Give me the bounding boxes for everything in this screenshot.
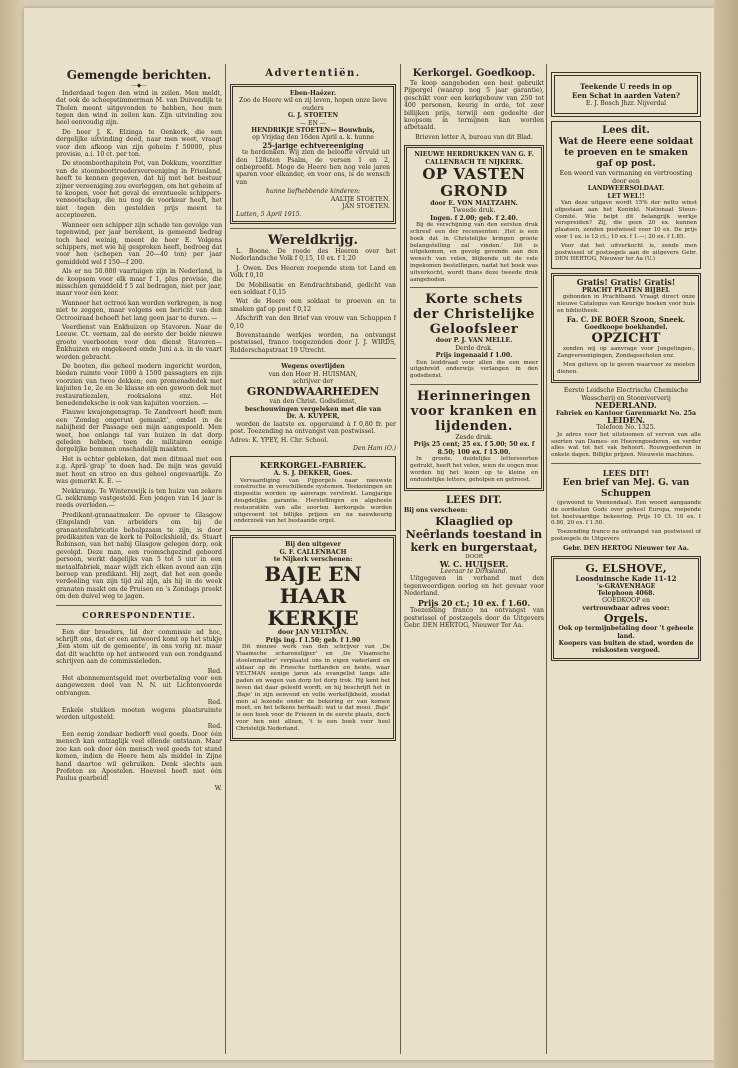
ad-text: Je adres voor het uitstoomen of verven van alle soorten van Dames- en Heerengoederen, en verder alles wat tot het vak behoort. Rouwgoederen in enkele dagen. Billijke prijzen. Nieuwste machines. (551, 431, 701, 459)
news-paragraph: Flauwe kwajongensgrap. Te Zandvoort heeft men een ‘Zondag ongerust gemaakt’, omdat in de nabijheid der Passage een mijn aangespoeld. Men weet, hoe onlangs tal van huizen in dat dorp geleden hebben, toen de militairen eenige dergelijke bommen onschadelijk maakten. (56, 409, 222, 454)
divider (410, 384, 538, 385)
ad-text: door JAN VELTMAN. (277, 629, 349, 637)
news-paragraph: Wanneer het octrooi kan worden verkregen, is nog niet te zeggen, maar volgens een bericht van den Octrooiraad behoeft het lang geen jaar te duren. — (56, 299, 222, 322)
ad-name: AALTJE STOETEN. (330, 195, 390, 203)
ad-text: schrijver der (292, 378, 334, 385)
book-title: Herinneringen voor kranken en lijdenden. (410, 389, 538, 435)
divider (230, 228, 396, 229)
correspondence-title: CORRESPONDENTIE. (82, 609, 196, 620)
ad-price: Ingen. f 2.00; geb. f 2.40. (430, 214, 518, 222)
ad-text: Ook op termijnbetaling door ’t geheele land. (558, 625, 694, 640)
ad-name: G. ELSHOVE, (585, 562, 667, 576)
book-title: Wat de Heere eene soldaat te proeven en te smaken gaf op post. (558, 137, 694, 170)
ad-text: Lutten, 5 April 1915. (236, 210, 302, 218)
ad-text: Een woord van vermaning en vertroosting door een (559, 170, 693, 185)
ad-heading: NEDERLAND. (595, 400, 657, 411)
ad-heading: LEIDEN. (606, 415, 646, 426)
ad-text: PRACHT PLATEN BIJBEL (581, 286, 671, 294)
ad-price: Prijs ing. f 1.50; geb. f 1.90 (265, 636, 361, 644)
divider (551, 463, 701, 464)
ad-text: Den Ham (O.) (353, 444, 396, 452)
column-advertisements (230, 68, 396, 1053)
ad-text: Een leiddraad voor allen die een meer uitgebreid onderwijs verlangen in den godsdienst. (410, 359, 538, 380)
ad-text: Dit nieuwe werk van den schrijver van ‚De Vlaamsche scharenslijper’ en ‚De Vlaamsche stoelenmatter’ verplaatst ons in eigen vaderland en aldaar op de Friesche turflanden en heide, waar VELTMAN eenige jaren als evangelist langs alle paden en wegen van dorp tot dorp trok. Hij kent het leven dat daar geleefd wordt, en hij beschrijft het in ‚Baje’ in zijn eenvoud en volle werkelijkheid, zoodat men al lezende onder de bekoring er van komen moet, en het telkens herhaalt: wat is dat mooi. ‚Baje’ is een boek voor de Friezen in de eerste plaats, doch voor hen niet alleen, ’t is een boek voor heel Christelijk Nederland. (236, 644, 390, 732)
page-shadow-left (0, 0, 24, 1068)
ad-text: Koopers van buiten de stad, worden de reiskosten vergoed. (558, 640, 694, 655)
ad-item: De Mobilisatie en Eendrachtsband, gedicht van een soldaat f 0,15 (230, 281, 396, 296)
correspondence-item: Het abonnementsgeld met overbetaling voor een aangewezen doel van N. N. uit Lichtenvoorde ontvangen. (56, 675, 222, 697)
news-paragraph: Veerdienst van Enkhuizen op Stavoren. Naar de Leeuw. Ct. vernam, zal de eerste der beide nieuwe groote veerbooten voor den dienst Stavoren—Enkhuizen en omgekeerd einde Juni a.s. in de vaart worden gebracht. (56, 323, 222, 361)
ad-text: Van deze uitgave wordt 15% der netto winst afgestaan aan het Koninkl. Nationaal Steun-Comité. Wie helpt dit belangrijk werkje verspreiden? Zij, die geen 20 ex. kunnen plaatsen, zenden postwissel voor 10 ex. De prijs voor 1 ex. is 12 ct.; 10 ex. f 1.—; 20 ex. f 1.85. (555, 200, 697, 241)
ad-text: GOEDKOOP en (602, 597, 650, 605)
section-title: Advertentiën. (265, 68, 361, 79)
ad-text: — EN — (299, 119, 327, 127)
ad-heading: Kerkorgel. Goedkoop. (412, 68, 536, 79)
newspaper-page (24, 8, 714, 1060)
news-paragraph: Wanneer een schipper zijn schade ten gevolge van tegenwind, per jaar berekent, is gemeend bedrag toch heel weinig, meent de heer E. Volgens schippers, met wie hij gesproken heeft, bedroeg dat voor hen (schepen van 20—40 ton) per jaar gemiddeld wel f 150—f 200. (56, 221, 222, 266)
column-rule (400, 64, 401, 1054)
news-paragraph: De heer J. K. Elzinga te Oenkerk, die een dergelijke uitvinding deed, naar men weet, vraagt voor den afkoop van zijn geheim f 50000, plus provisie, a.i. 10 ct. per ton. (56, 128, 222, 159)
ad-heading: LEES DIT. (446, 495, 502, 507)
ad-item: Bovenstaande werkjes worden, na ontvangst postwissel, franco toegezonden door J. J. WIRDS, Ridderschapstraat 19 Utrecht. (230, 331, 396, 354)
ad-text: Goedkoope boekhandel. (584, 323, 668, 331)
ad-text: E. J. Bosch Jhzr. Nijverdal (585, 100, 667, 107)
ad-text: Tweede druk. (452, 207, 496, 215)
ad-text: Dr. A. KUYPER, (286, 413, 340, 421)
divider (230, 358, 396, 359)
ad-text: Derde druk. (455, 344, 493, 352)
ad-text: beschouwingen vergeleken met die van (244, 405, 382, 413)
ad-heading: LEES DIT! (602, 468, 650, 479)
ad-text: Vervaardiging van Pijporgels naar nieuwste constructie in verschillende systemen. Teekeningen en dispositie worden op aanvrage verstrekt. Langjarige deugdelijke garantie. Herstellingen en algeheele restauratiën van alle soorten kerkorgels worden uitgevoerd tot billijke prijzen en na nauwkeurig onderzoek van het bestaande orgel. (234, 477, 392, 525)
news-paragraph: Het is echter gebleken, dat men ditmaal met een z.g. April-‘grap’ te doen had. De mijn was gevuld met hout en stroo en dus geheel ongevaarlijk. Zo was gemerkt K. E. — (56, 455, 222, 486)
ad-name: A. S. J. DEKKER, Goes. (273, 470, 353, 478)
subscription-ad (551, 72, 701, 117)
ad-heading: NIEUWE HERDRUKKEN VAN G. F. CALLENBACH TE NIJKERK. (414, 151, 534, 166)
ad-heading: BAJE EN (264, 562, 362, 587)
ad-text: gebonden in Prachtband. Vraagt direct onze nieuwe Catalogus van Keurige boeken voor huis en bibliotheek. (557, 294, 695, 314)
ad-text: van den Heer H. HUISMAN, (268, 370, 358, 378)
book-ad-baje (230, 535, 396, 740)
correspondence-item: Een der broeders, lid der commissie ad hoc, schrijft ons, dat er een antwoord komt op het stukje ‚Een stem uit de gemeente’, in ons vorig nr. maar dat dit wachtte op het antwoord van een rondgaand schrijven aan de commissieleden. (56, 628, 222, 666)
ornament: —◆— (131, 83, 147, 89)
ad-heading: OPZICHT (591, 331, 661, 347)
book-title: Een brief van Mej. G. van Schuppen (562, 478, 690, 500)
ad-text: te Nijkerk verschenen: (273, 556, 353, 564)
book-title: OP VASTEN GROND (422, 165, 526, 201)
ad-heading: Orgels. (603, 612, 649, 626)
correspondence-item: Een eenig zondaar bedierft veel goeds. Door één mensch kan ontzaglijk veel ellende ontstaan. Maar zoo kan ook door één mensch veel goeds tot stand komen, indien de Heere hem als middel in Zijne hand daartoe wil gebruiken. Denk slechts aan Profeten en Apostelen. Hoeveel heeft niet één Paulus gearbeid! (56, 730, 222, 783)
ad-text: In groote, duidelijke lettersoorten gedrukt, heeft het velen, wien de oogen moe worden bij het lezen op te kleine en onduidelijke letters, geholpen en getroost. (410, 456, 538, 483)
ad-text: Teekende U reeds in op (580, 82, 672, 91)
ad-name: JAN STOETEN. (342, 203, 390, 211)
ad-text: ’s-GRAVENHAGE (596, 582, 656, 590)
section-title: Gemengde berichten. (66, 68, 212, 82)
ad-text: DOOR (465, 553, 483, 560)
ad-text: Telephoon 4068. (597, 590, 655, 598)
ad-text: Wegens overlijden (281, 363, 345, 371)
column-rule (225, 64, 226, 1054)
organ-dealer-ad (551, 556, 701, 661)
ad-item: L. Boone. De roede des Heeren over het Nederlandsche Volk f 0,15, 10 ex. f 1,20 (230, 247, 396, 263)
ad-name: G. J. STOETEN (287, 112, 339, 120)
soldier-book-ad (551, 121, 701, 269)
column-books (404, 68, 544, 1053)
ad-price: Prijs 20 ct.; 10 ex. f 1.60. (417, 597, 531, 608)
ad-text: Te koop aangeboden een best gebruikt Pijporgel (waarop nog 5 jaar garantie), geschikt voor een kerkgebouw van 250 tot 400 personen, keurig in orde, tot zeer billijken prijs, terwijl een gedeelte der koopsom in termijnen kan worden afbetaald. (404, 80, 544, 132)
organ-factory-ad (230, 456, 396, 531)
column-rule (546, 64, 547, 1054)
ad-text: Adres: K. YPEY, H. Chr. School. (230, 437, 329, 445)
ad-heading: Wereldkrijg. (267, 232, 359, 248)
ad-text: zenden wij op aanvrage voor Jongelingen-, Zangvereenigingen, Zondagsscholen enz. (557, 346, 695, 360)
news-paragraph: De booten, die geheel modern ingericht worden, bieden ruimte voor 1000 à 1500 passagiers en zijn voorzien van twee dekken; een promenadedek met kajuiten 1e, 2e en 3e klasse en een gewoon dek met restauratiezalen, rooksalons enz. Het benedendeksche is ook van kajuiten voorzien. — (56, 363, 222, 408)
ad-text: Bij ons verscheen: (404, 507, 468, 515)
ad-name: Fa. C. DE BOER Szoon, Sneek. (566, 315, 686, 325)
news-paragraph: Inderdaad tegen den wind in zeilen. Men meldt, dat ook de scheepstimmerman M. van Duivendijk te Tholen meent uitgevonden te hebben, hoe men tegen den wind in zeilen kan. Zijn uitvinding zou heel eenvoudig zijn. (56, 89, 222, 127)
ad-text: (gewoond te Veenendaal). Een woord aangaande de oordeelen Gods over geheel Europa, roepende tot boetvaardige bekeering. Prijs 10 Ct. 10 ex. f 0.80, 20 ex. f 1.50. (551, 500, 701, 527)
correspondence-item: Enkele stukken moeten wegens plaatsruimte worden uitgesteld. (56, 706, 222, 722)
ad-text: vertrouwbaar adres voor: (582, 604, 670, 612)
ad-item: J. Owen. Des Heeren roepende stem tot Land en Volk f 0,10 (230, 264, 396, 280)
ad-text: Toezending franco na ontvangst van postwissel of postzegels de Uitgevers (551, 529, 701, 543)
ad-text: Leeraar te Dirksland. (440, 568, 508, 576)
divider (56, 624, 222, 625)
signature: Red. (207, 667, 222, 675)
ad-text: LANDWEERSOLDAAT. (587, 185, 665, 193)
ad-item: Afschrift van den Brief van vrouw van Schuppen f 0,10 (230, 315, 396, 330)
ad-text: Brieven letter A, bureau van dit Blad. (415, 133, 533, 141)
ad-text: Zoo de Heere wil en zij leven, hopen onze lieve ouders (239, 97, 387, 112)
column-right-ads (551, 68, 701, 1053)
ad-text: Men gelieve op te geven waarvoor ze moeten dienen. (557, 361, 695, 375)
ad-heading: HAAR KERKJE (267, 584, 359, 631)
ad-name: HENDRIKJE STOETEN— Bouwhuis, (251, 127, 375, 135)
reprints-ad (404, 145, 544, 491)
ad-highlight: 25-jarige echtvereeniging (262, 140, 364, 150)
column-news (56, 68, 222, 1053)
ad-text: te herdenken. Wij zien de beloofte vervuld uit den 128sten Psalm, de versen 1 en 2, onbeproefd. Moge de Heere hen nog vele jaren sparen voor elkander, en voor ons, is de wensch van (236, 149, 390, 186)
ad-text: Een Schat in aarden Vaten? (572, 91, 680, 100)
ad-text: hunne liefhebbende kinderen: (265, 188, 361, 196)
ad-text: Fabriek en Kantoor Garenmarkt No. 25a (555, 409, 697, 417)
ad-text: op Vrijdag den 16den April a. k. hunne (252, 134, 374, 142)
bible-ad (551, 273, 701, 383)
book-title: Korte schets der Christelijke Geloofsleer (413, 292, 535, 338)
news-paragraph: Predikant-granaatmaker. De opvoer te Glasgow (Engeland) van arbeiders om bij de granaatenfabricatie behulpzaam te zijn, is door predikanten van de kerk te Pollockshield, ds. Stuart Robinson, van het nabij Glasgow gelegen dorp, ook gevolgd. Deze man, een roomschgezind geboord persoon, werkt dagelijks van 5 tot 5 uur in een metaalfabriek, maar wijdt zich elken avond aan zijn beroep van predikant. Hij zegt, dat het een goede verdeeling van zijn tijd zal zijn, als hij in de week granaten maakt om de Pruisen en ’s Zondags preekt om den duivel weg te jagen. (56, 511, 222, 601)
divider (410, 287, 538, 288)
ad-heading: GRONDWAARHEDEN (246, 385, 380, 399)
ad-name: Gebr. DEN HERTOG Nieuwer ter Aa. (563, 544, 689, 552)
ad-text: LET WEL!! (607, 192, 645, 200)
news-paragraph: Als er nu 50.000 vaartuigen zijn in Nederland, is de koopsom voor elk maar f 1, plus provisie, die misschien gemiddeld f 5 zal bedragen, niet per jaar, maar voor één keer. (56, 268, 222, 298)
ad-text: Loosduinsche Kade 11-12 (575, 574, 677, 584)
ad-text: worden de laatste ex. opgeruimd à f 0,80 fr. per post. Toezending na ontvangst van postwissel. (230, 420, 396, 436)
ad-text: door P. J. VAN MELLE. (435, 337, 513, 345)
ad-text: van den Christ. Godsdienst, (269, 398, 357, 406)
ad-text: Bij de verschijning van den eersten druk schreef een der recensenten: ‚Het is een boek dat in Christelijke kringen groote belangstelling zal vinden.’ Dit is uitgekomen, en gevolg gevende aan den wensch van velen, blijkende uit de vele ingekomen bestellingen, nadat het boek was uitverkocht, wordt thans deze tweede druk aangeboden. (410, 222, 538, 283)
ad-text: Toezending franco na ontvangst van postwissel of postzegels door de Uitgevers Gebr. DEN HERTOG, Nieuwer Ter Aa. (404, 607, 544, 629)
ad-text: Zesde druk. (455, 434, 493, 442)
news-paragraph: Nekkramp. Te Winterswijk is ten huize van zekere G. nekkramp vastgesteld. Een jongen van 14 jaar is reeds overleden.— (56, 487, 222, 510)
news-paragraph: De stoomboothapitein Pot, van Dokkum, voorzitter van de stoomboottreedersvereeniging in Friesland, heeft te kennen gegeven, dat hij met het bestuur zijner vereeniging zou overleggen, om het geheim af te koopen, voor het geval de eventueele schippers-vennootschap, die nu nog de voorkeur heeft, het niet tegen den gestelden prijs meent te accepteeren. (56, 160, 222, 220)
page-shadow-right (714, 0, 738, 1068)
signature: Red. (207, 699, 222, 707)
ad-text: Eerste Leidsche Electrische Chemische Wasscherij en Stoomververij (563, 387, 689, 402)
anniversary-ad (230, 84, 396, 224)
ad-heading: Lees dit. (602, 125, 650, 137)
divider (56, 605, 222, 606)
signature: Red. (207, 723, 222, 731)
ad-name: G. F. CALLENBACH (279, 548, 347, 556)
ad-price: Prijs 25 cent; 25 ex. f 5.00; 50 ex. f 8.50; 100 ex. f 15.00. (413, 441, 535, 456)
ad-text: Telefoon No. 1325. (596, 424, 656, 432)
ad-text: door E. VON MALTZAHN. (430, 200, 518, 208)
ad-heading: Gratis! Gratis! Gratis! (576, 277, 676, 288)
ad-heading: KERKORGEL-FABRIEK. (259, 460, 367, 471)
ad-heading: Eben-Haëzer. (289, 90, 337, 97)
signature: W. (214, 784, 222, 792)
ad-text: Voor dat het uitverkocht is, zende men postwissel of postzegels aan de uitgevers Gebr. DEN HERTOG, Nieuwer ter Aa (U.) (555, 242, 697, 263)
ad-text: Bij den uitgever (285, 541, 341, 549)
book-title: Klaaglied op Neêrlands toestand in kerk en burgerstaat, (405, 514, 543, 554)
ad-price: Prijs ingenaaid f 1.00. (435, 352, 513, 360)
ad-name: W. C. HUIJSER. (439, 558, 509, 569)
ad-item: Wat de Heere een soldaat te proeven en te smaken gaf op post f 0,12 (230, 298, 396, 313)
ad-text: Uitgegeven in verband met den tegenwoordigen oorlog en het gevaar voor Nederland. (404, 575, 544, 598)
